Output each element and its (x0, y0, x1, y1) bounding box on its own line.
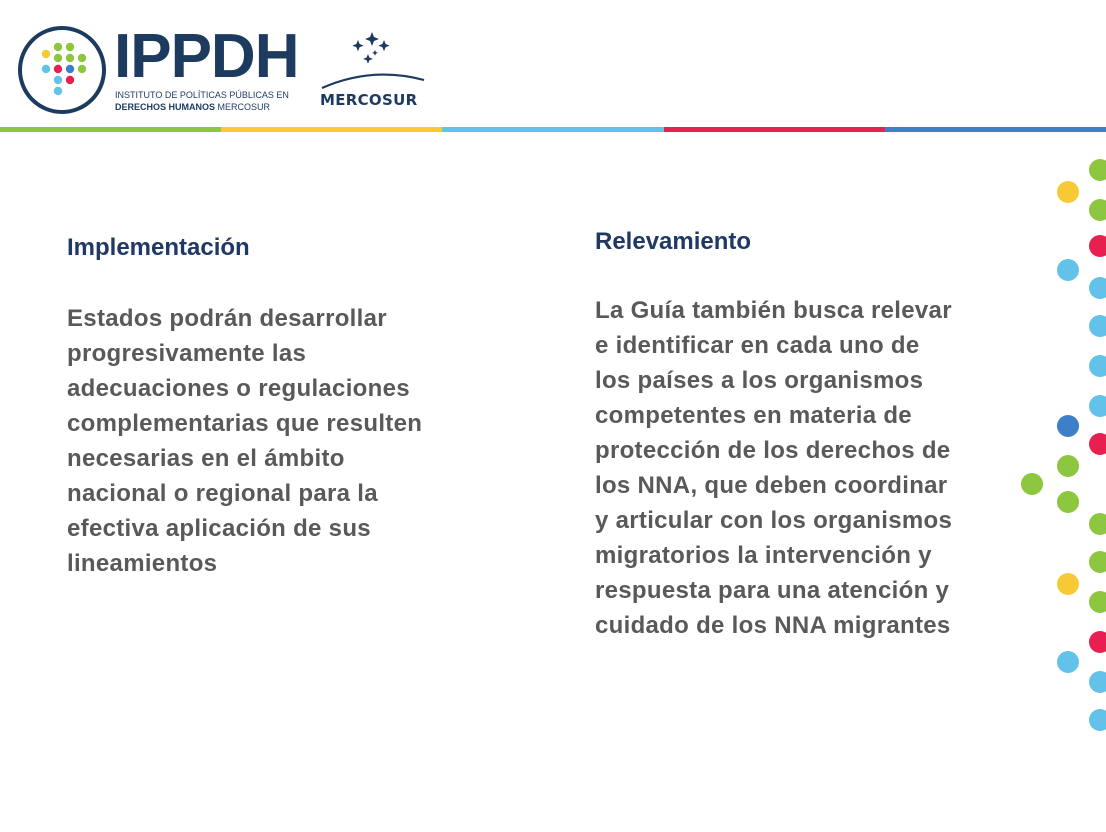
stripe-yellow (221, 127, 442, 132)
stripe-light-blue (442, 127, 663, 132)
implementation-body: Estados podrán desarrollar progresivamente las adecuaciones o regulaciones complementarias que resulten necesarias en el ámbito nacional o regional para la efectiva aplicación de sus lineamientos (67, 305, 423, 577)
header-color-stripe (0, 127, 1106, 132)
stripe-green (0, 127, 221, 132)
implementation-section (67, 233, 507, 581)
ippdh-subtitle-thin: MERCOSUR (217, 102, 271, 112)
ippdh-subtitle-bold: DERECHOS HUMANOS (115, 102, 216, 112)
ippdh-emblem-icon (16, 24, 108, 116)
ippdh-subtitle-line1: INSTITUTO DE POLÍTICAS PÚBLICAS EN (115, 90, 289, 100)
ippdh-logo (16, 22, 299, 116)
implementation-title: Implementación (67, 234, 250, 261)
mercosur-wordmark: MERCOSUR (320, 91, 418, 109)
survey-title: Relevamiento (595, 228, 752, 255)
ippdh-wordmark: IPPDH (114, 22, 299, 91)
ippdh-subtitle-line2 (115, 102, 270, 112)
stripe-red (664, 127, 885, 132)
survey-section (595, 227, 1035, 643)
survey-body: La Guía también busca relevar e identificar en cada uno de los países a los organismos competentes en materia de protección de los derechos de los NNA, que deben coordinar y articular con los organismos migratorios la intervención y respuesta para una atención y cuidado de los NNA migrantes (595, 297, 953, 639)
decorative-dots (1010, 150, 1106, 750)
southern-cross-icon (316, 30, 428, 92)
stripe-blue (885, 127, 1106, 132)
mercosur-logo (316, 30, 428, 114)
